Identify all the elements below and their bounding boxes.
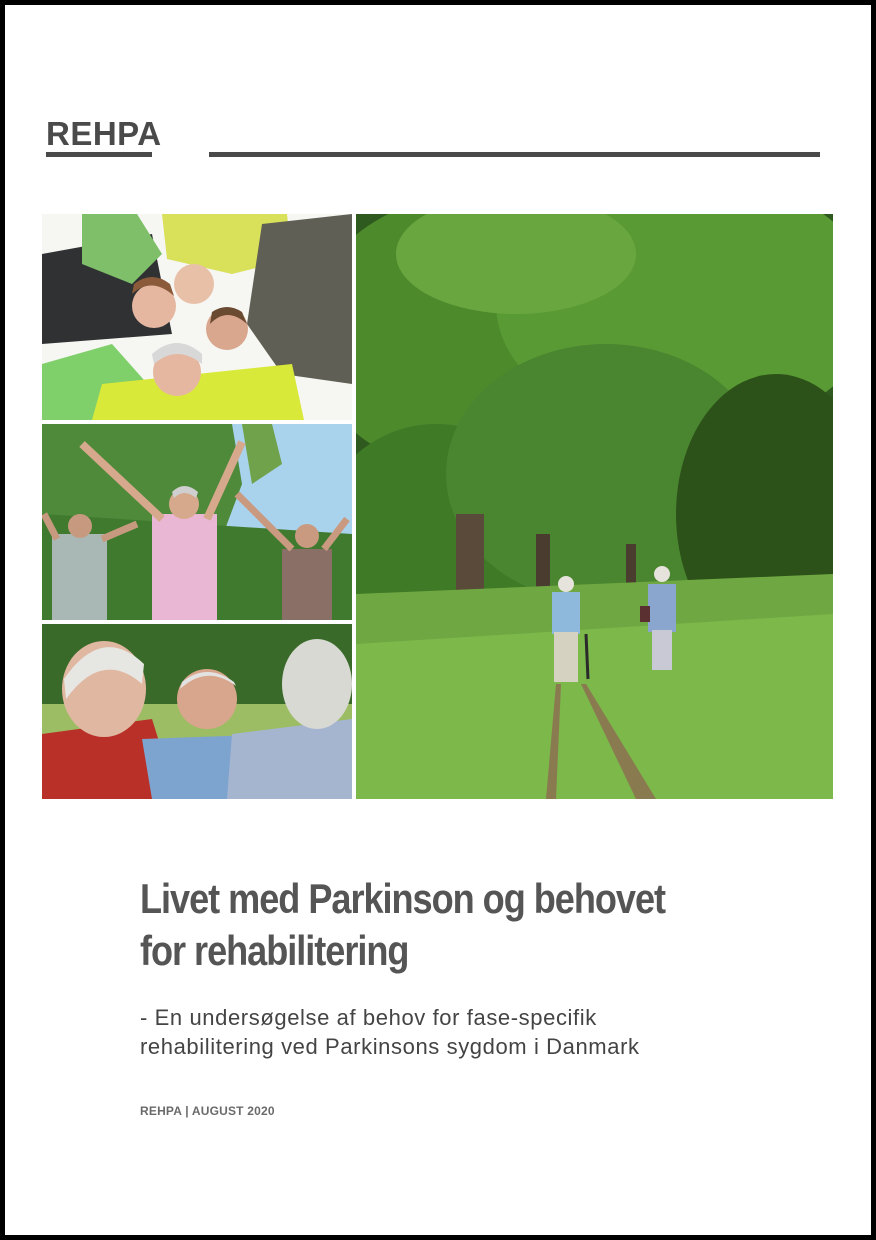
photo-forest-walk: [356, 214, 833, 799]
report-title-line2: for rehabilitering: [140, 927, 409, 974]
report-title-line1: Livet med Parkinson og behovet: [140, 875, 666, 922]
photo-arms-raised: [42, 424, 352, 620]
report-subtitle-line1: - En undersøgelse af behov for fase-specifik: [140, 1005, 597, 1030]
report-subtitle-line2: rehabilitering ved Parkinsons sygdom i Danmark: [140, 1034, 640, 1059]
header-rule: [209, 152, 820, 157]
publisher-date: REHPA | AUGUST 2020: [140, 1104, 275, 1118]
report-title: [140, 873, 725, 977]
rehpa-logo: REHPA: [46, 115, 162, 152]
photo-group-circle: [42, 214, 352, 420]
logo-underline: [46, 152, 152, 157]
report-subtitle: [140, 1003, 780, 1061]
photo-men-talking: [42, 624, 352, 799]
